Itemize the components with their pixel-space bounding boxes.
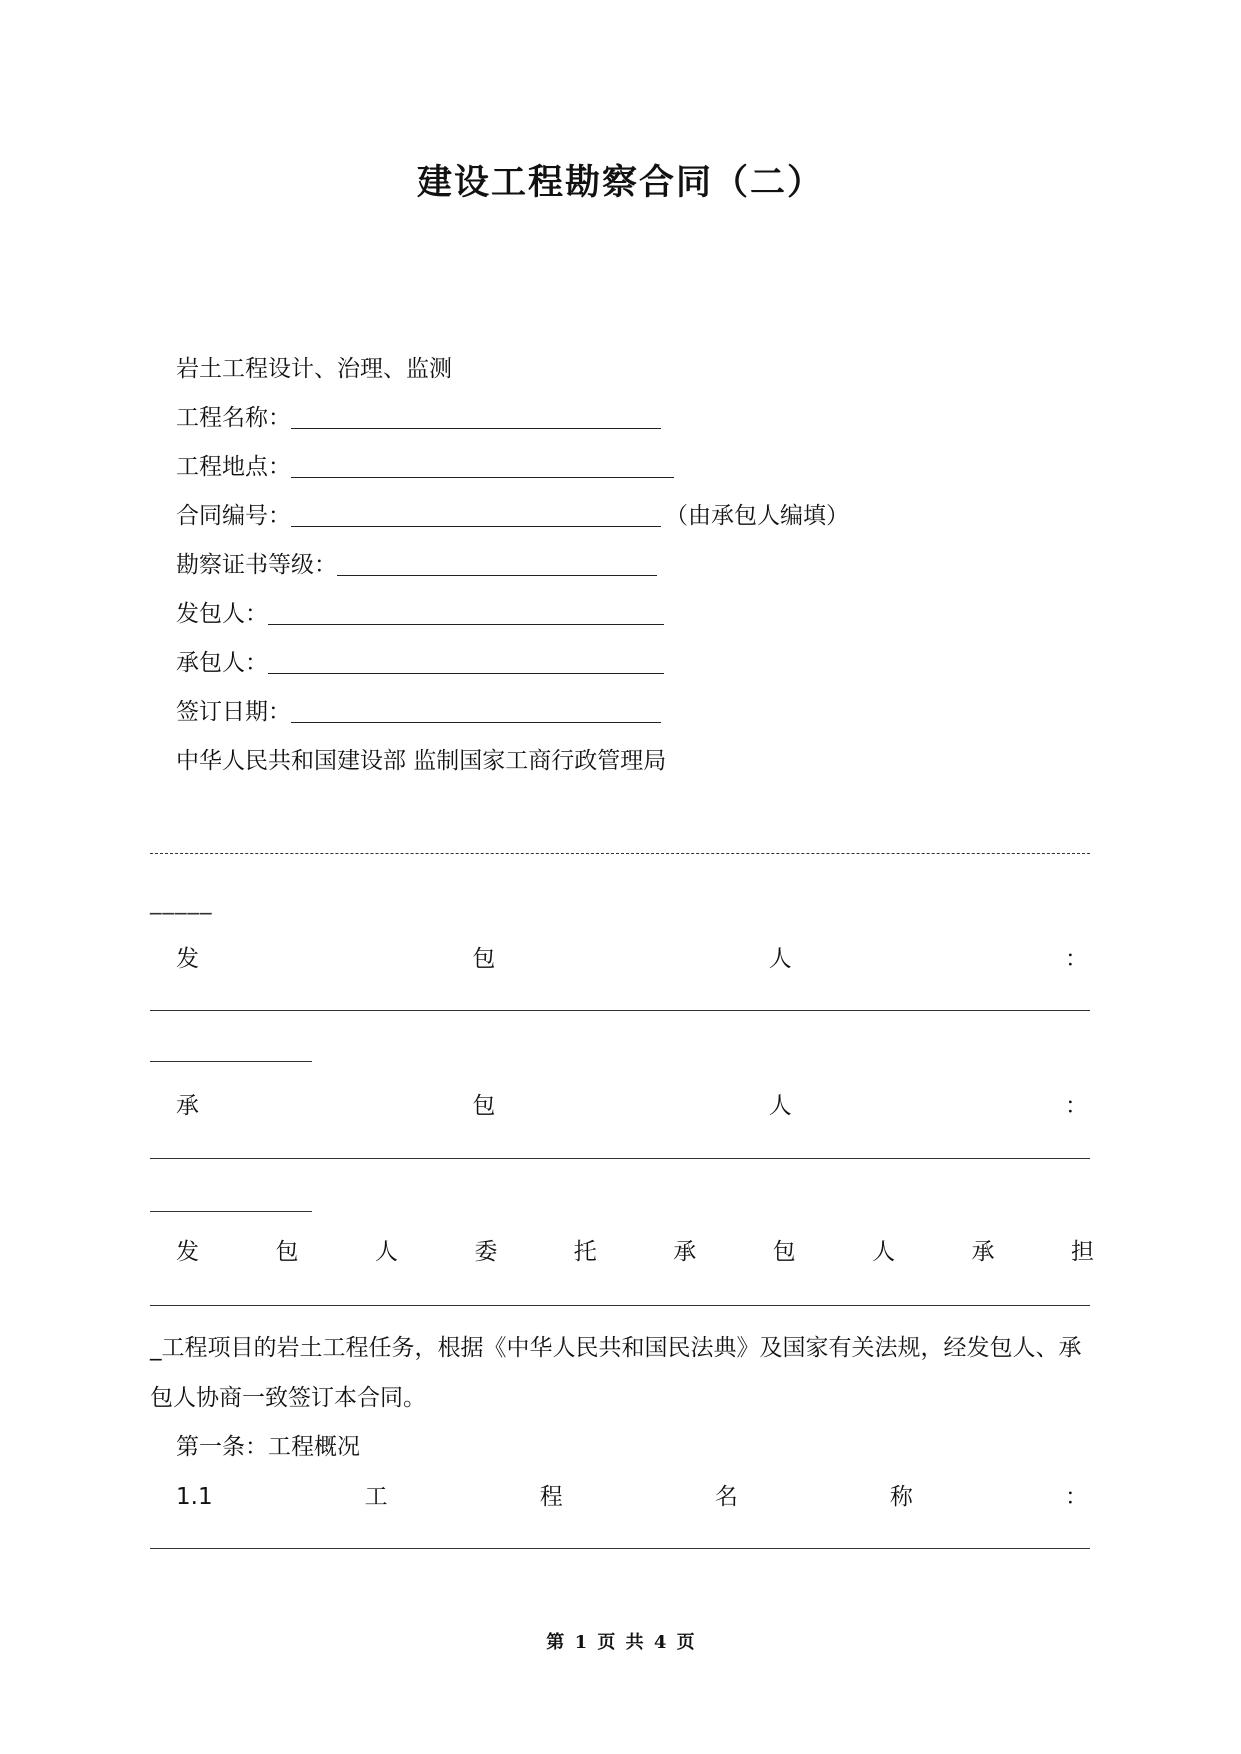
- char: 承: [971, 1239, 995, 1265]
- field-note: （由承包人编填）: [665, 503, 849, 529]
- item-1-1-underline: [150, 1548, 1090, 1549]
- field-certificate-grade: [176, 548, 657, 582]
- article-heading: 第一条：工程概况: [176, 1434, 360, 1460]
- field-signing-date: [176, 695, 661, 729]
- dashed-rule-short: _____: [150, 889, 213, 915]
- field-project-name: [176, 401, 661, 435]
- project-name-blank: [291, 404, 661, 429]
- char: 包: [472, 1093, 496, 1119]
- document-title: 建设工程勘察合同（二）: [416, 163, 824, 203]
- char: ：: [1064, 946, 1088, 972]
- char: 发: [176, 1239, 199, 1265]
- char: 托: [573, 1239, 597, 1265]
- char: 包: [472, 946, 496, 972]
- party-a-underline-short: [150, 1061, 312, 1062]
- dashed-rule: [150, 853, 1090, 854]
- entrust-line: [176, 1235, 1094, 1269]
- party-a-line: [176, 942, 1088, 976]
- char: 发: [176, 946, 199, 972]
- field-label: 工程名称：: [176, 405, 291, 431]
- char: 包: [275, 1239, 299, 1265]
- page-footer: 第 1 页 共 4 页: [546, 1632, 695, 1653]
- signing-date-blank: [291, 698, 661, 723]
- char: 担: [1070, 1239, 1094, 1265]
- char: 称: [889, 1484, 913, 1510]
- project-location-blank: [291, 453, 674, 478]
- party-b-underline-short: [150, 1211, 312, 1212]
- contract-number-blank: [291, 502, 661, 527]
- certificate-grade-blank: [337, 551, 657, 576]
- field-label: 签订日期：: [176, 699, 291, 725]
- char: 人: [768, 946, 792, 972]
- char: 包: [772, 1239, 796, 1265]
- field-project-location: [176, 450, 674, 484]
- char: ：: [1064, 1484, 1088, 1510]
- field-employer: [176, 597, 664, 631]
- intro-paragraph: _工程项目的岩土工程任务，根据《中华人民共和国民法典》及国家有关法规，经发包人、承包人协商一致签订本合同。: [150, 1335, 1082, 1411]
- field-label: 发包人：: [176, 601, 268, 627]
- field-label: 合同编号：: [176, 503, 291, 529]
- field-contractor: [176, 646, 664, 680]
- char: 承: [673, 1239, 697, 1265]
- item-1-1-line: [176, 1480, 1088, 1514]
- entrust-underline: [150, 1305, 1090, 1306]
- char: 程: [539, 1484, 563, 1510]
- item-number: 1.1: [176, 1484, 213, 1510]
- party-b-line: [176, 1089, 1088, 1123]
- issuer-line: 中华人民共和国建设部 监制国家工商行政管理局: [176, 748, 667, 774]
- char: ：: [1064, 1093, 1088, 1119]
- char: 名: [714, 1484, 738, 1510]
- field-label: 工程地点：: [176, 454, 291, 480]
- char: 人: [768, 1093, 792, 1119]
- employer-blank: [268, 600, 664, 625]
- char: 人: [374, 1239, 398, 1265]
- field-label: 承包人：: [176, 650, 268, 676]
- party-b-underline: [150, 1158, 1090, 1159]
- document-subtitle: 岩土工程设计、治理、监测: [176, 356, 452, 382]
- char: 承: [176, 1093, 199, 1119]
- char: 工: [364, 1484, 388, 1510]
- field-contract-number: [176, 499, 849, 533]
- char: 委: [474, 1239, 498, 1265]
- field-label: 勘察证书等级：: [176, 552, 337, 578]
- char: 人: [872, 1239, 896, 1265]
- contractor-blank: [268, 649, 664, 674]
- party-a-underline: [150, 1010, 1090, 1011]
